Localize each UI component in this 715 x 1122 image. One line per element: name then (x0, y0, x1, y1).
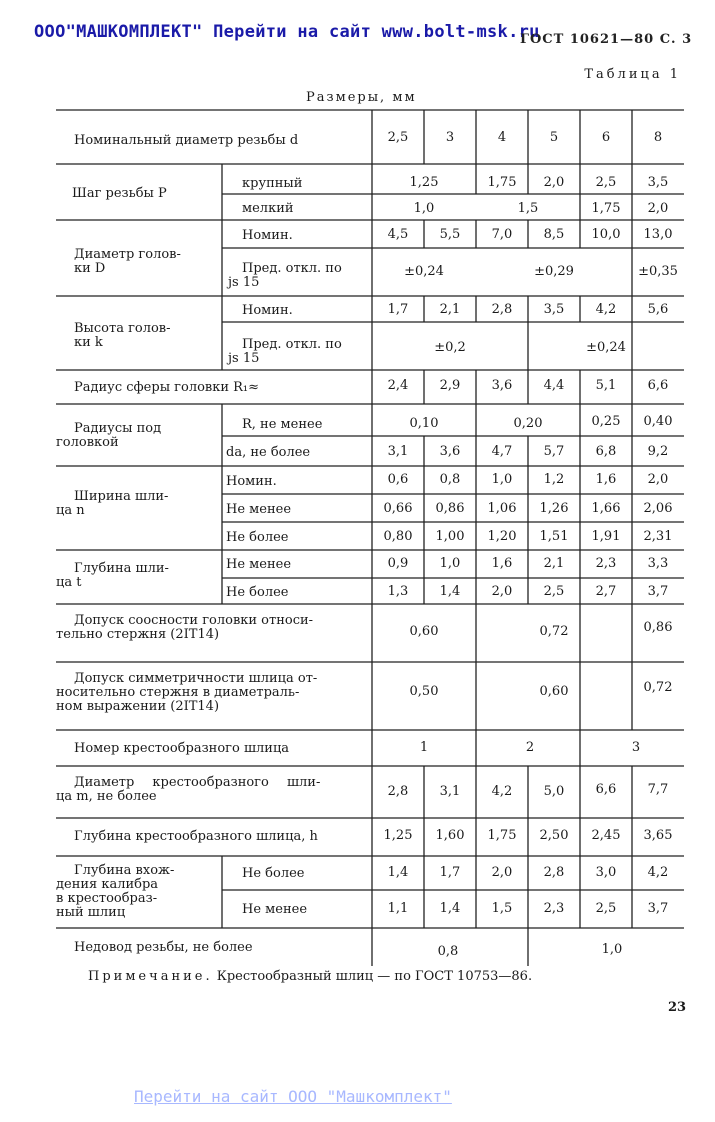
slot-width-min-value: 0,66 (383, 501, 413, 516)
slot-width-nom-value: 0,8 (439, 472, 461, 487)
under-head-label-line: головкой (56, 435, 119, 450)
slot-depth-max-value: 3,7 (647, 584, 669, 599)
slot-width-max-label: Не более (226, 530, 289, 545)
gauge-min-value: 2,3 (543, 901, 565, 916)
tol-label-line: Пред. откл. по (242, 337, 342, 352)
nominal-value: 3 (445, 130, 455, 145)
sphere-radius-value: 6,6 (647, 378, 669, 393)
da-value: 9,2 (647, 444, 669, 459)
slot-width-nom-label: Номин. (226, 474, 277, 489)
symmetry-label (56, 672, 317, 714)
gauge-label-line: дения калибра (56, 877, 159, 892)
head-height-nom-value: 3,5 (543, 302, 565, 317)
symmetry-value: 0,50 (409, 684, 439, 699)
pitch-coarse-value: 2,0 (543, 175, 565, 190)
r-value: 0,20 (513, 416, 543, 431)
slot-depth-min-value: 2,1 (543, 556, 565, 571)
cross-depth-label: Глубина крестообразного шлица, h (74, 829, 318, 844)
slot-width-nom-value: 1,0 (491, 472, 513, 487)
gauge-max-value: 2,0 (491, 865, 513, 880)
slot-depth-label-line: Глубина шли- (74, 561, 169, 576)
slot-depth-min-value: 1,0 (439, 556, 461, 571)
gauge-label (56, 864, 174, 920)
head-diameter-nom-value: 13,0 (643, 227, 673, 242)
slot-width-min-value: 1,66 (591, 501, 621, 516)
note-text: Крестообразный шлиц — по ГОСТ 10753—86. (212, 969, 533, 984)
cross-diam-value: 5,0 (543, 784, 565, 799)
coaxiality-label-line: Допуск соосности головки относи- (74, 613, 314, 628)
cross-diam-label-line: Диаметр крестообразного шли- (74, 775, 321, 790)
gauge-label-line: ный шлиц (56, 905, 126, 920)
gauge-max-value: 3,0 (595, 865, 617, 880)
gauge-min-label: Не менее (242, 902, 308, 917)
head-height-nom-label: Номин. (242, 303, 293, 318)
pitch-coarse-value: 3,5 (647, 175, 669, 190)
head-diameter-tol-value: ±0,24 (404, 264, 444, 279)
slot-width-min-value: 1,06 (487, 501, 517, 516)
site-banner[interactable]: ООО"МАШКОМПЛЕКТ" Перейти на сайт www.bolt-msk.ru (34, 22, 540, 42)
note-prefix: Примечание. (88, 969, 213, 984)
da-value: 6,8 (595, 444, 617, 459)
sphere-radius-value: 5,1 (595, 378, 617, 393)
nominal-value: 2,5 (387, 130, 409, 145)
pitch-fine-value: 1,75 (591, 201, 621, 216)
page-number: 23 (668, 1000, 687, 1015)
cross-diam-value: 4,2 (491, 784, 513, 799)
symmetry-label-line: ном выражении (2IT14) (56, 699, 220, 714)
tol-label-line: Пред. откл. по (242, 261, 342, 276)
head-diameter-label (74, 248, 181, 276)
da-value: 4,7 (491, 444, 513, 459)
pitch-fine-value: 1,0 (413, 201, 435, 216)
head-height-nom-value: 2,1 (439, 302, 461, 317)
cross-depth-value: 3,65 (643, 828, 673, 843)
slot-width-min-value: 0,86 (435, 501, 465, 516)
slot-width-max-value: 2,31 (643, 529, 673, 544)
slot-depth-max-value: 1,3 (387, 584, 409, 599)
pitch-fine-label: мелкий (242, 201, 294, 216)
sphere-radius-label: Радиус сферы головки R₁≈ (74, 380, 260, 395)
tol-label-line: js 15 (228, 351, 260, 366)
symmetry-value: 0,72 (643, 680, 673, 695)
head-height-label-line: ки k (74, 335, 103, 350)
slot-width-min-value: 2,06 (643, 501, 673, 516)
slot-depth-min-value: 3,3 (647, 556, 669, 571)
coaxiality-value: 0,60 (409, 624, 439, 639)
gost-header: ГОСТ 10621—80 С. 3 (520, 32, 693, 47)
undercut-value: 1,0 (601, 942, 623, 957)
pitch-coarse-label: крупный (242, 176, 303, 191)
symmetry-label-line: носительно стержня в диаметраль- (56, 685, 300, 700)
head-height-nom-value: 1,7 (387, 302, 409, 317)
slot-width-min-value: 1,26 (539, 501, 569, 516)
slot-depth-min-value: 1,6 (491, 556, 513, 571)
gauge-max-value: 1,7 (439, 865, 461, 880)
cross-diam-value: 3,1 (439, 784, 461, 799)
gauge-max-value: 4,2 (647, 865, 669, 880)
coaxiality-value: 0,72 (539, 624, 569, 639)
slot-depth-max-value: 2,0 (491, 584, 513, 599)
slot-width-nom-value: 1,2 (543, 472, 565, 487)
cross-diam-label (56, 776, 320, 804)
head-diameter-nom-value: 10,0 (591, 227, 621, 242)
gauge-min-value: 3,7 (647, 901, 669, 916)
slot-width-min-label: Не менее (226, 502, 292, 517)
slot-width-max-value: 1,91 (591, 529, 621, 544)
pitch-coarse-value: 1,25 (409, 175, 439, 190)
gauge-min-value: 2,5 (595, 901, 617, 916)
head-diameter-nom-value: 4,5 (387, 227, 409, 242)
r-value: 0,40 (643, 414, 673, 429)
head-diameter-nom-value: 5,5 (439, 227, 461, 242)
symmetry-value: 0,60 (539, 684, 569, 699)
nominal-value: 8 (653, 130, 663, 145)
gauge-label-line: Глубина вхож- (74, 863, 175, 878)
sphere-radius-value: 3,6 (491, 378, 513, 393)
cross-depth-value: 1,25 (383, 828, 413, 843)
pitch-coarse-value: 1,75 (487, 175, 517, 190)
gauge-max-value: 1,4 (387, 865, 409, 880)
slot-depth-label-line: ца t (56, 575, 82, 590)
gauge-label-line: в крестообраз- (56, 891, 158, 906)
slot-width-nom-value: 2,0 (647, 472, 669, 487)
cross-no-value: 2 (525, 740, 535, 755)
slot-width-label-line: Ширина шли- (74, 489, 169, 504)
da-value: 5,7 (543, 444, 565, 459)
table-number: Таблица 1 (584, 67, 681, 82)
nominal-value: 5 (549, 130, 559, 145)
coaxiality-label-line: тельно стержня (2IT14) (56, 627, 220, 642)
gauge-min-value: 1,4 (439, 901, 461, 916)
da-value: 3,1 (387, 444, 409, 459)
slot-depth-max-value: 2,7 (595, 584, 617, 599)
slot-depth-min-label: Не менее (226, 557, 292, 572)
slot-depth-max-value: 2,5 (543, 584, 565, 599)
da-label: da, не более (226, 445, 311, 460)
cross-no-value: 3 (631, 740, 641, 755)
slot-width-nom-value: 0,6 (387, 472, 409, 487)
cross-depth-value: 2,50 (539, 828, 569, 843)
nominal-value: 6 (601, 130, 611, 145)
nominal-value: 4 (497, 130, 507, 145)
gauge-max-label: Не более (242, 866, 305, 881)
cross-depth-value: 2,45 (591, 828, 621, 843)
slot-width-max-value: 0,80 (383, 529, 413, 544)
under-head-label-line: Радиусы под (74, 421, 162, 436)
under-head-label (56, 422, 161, 450)
coaxiality-value: 0,86 (643, 620, 673, 635)
head-height-label-line: Высота голов- (74, 321, 171, 336)
sphere-radius-value: 4,4 (543, 378, 565, 393)
head-diameter-nom-value: 8,5 (543, 227, 565, 242)
footer-site-link[interactable]: Перейти на сайт ООО "Машкомплект" (134, 1087, 452, 1106)
head-height-nom-value: 5,6 (647, 302, 669, 317)
symmetry-label-line: Допуск симметричности шлица от- (74, 671, 318, 686)
slot-depth-min-value: 2,3 (595, 556, 617, 571)
head-diameter-label-line: Диаметр голов- (74, 247, 181, 262)
pitch-fine-value: 1,5 (517, 201, 539, 216)
head-diameter-tol-value: ±0,35 (638, 264, 678, 279)
slot-depth-max-value: 1,4 (439, 584, 461, 599)
head-height-tol-value: ±0,2 (434, 340, 466, 355)
head-height-label (74, 322, 171, 350)
slot-width-max-value: 1,00 (435, 529, 465, 544)
head-height-nom-value: 4,2 (595, 302, 617, 317)
gauge-max-value: 2,8 (543, 865, 565, 880)
gauge-min-value: 1,5 (491, 901, 513, 916)
slot-width-label-line: ца n (56, 503, 85, 518)
cross-depth-value: 1,75 (487, 828, 517, 843)
r-label: R, не менее (242, 417, 323, 432)
cross-diam-value: 7,7 (647, 782, 669, 797)
slot-width-max-value: 1,51 (539, 529, 569, 544)
cross-diam-label-line: ца m, не более (56, 789, 157, 804)
slot-depth-min-value: 0,9 (387, 556, 409, 571)
cross-depth-value: 1,60 (435, 828, 465, 843)
slot-depth-label (56, 562, 169, 590)
slot-width-nom-value: 1,6 (595, 472, 617, 487)
head-diameter-tol-value: ±0,29 (534, 264, 574, 279)
slot-depth-max-label: Не более (226, 585, 289, 600)
head-diameter-nom-value: 7,0 (491, 227, 513, 242)
pitch-coarse-value: 2,5 (595, 175, 617, 190)
cross-diam-value: 6,6 (595, 782, 617, 797)
units-caption: Размеры, мм (306, 90, 417, 105)
gauge-min-value: 1,1 (387, 901, 409, 916)
head-diameter-label-line: ки D (74, 261, 106, 276)
head-diameter-tol-label (228, 262, 342, 290)
sphere-radius-value: 2,4 (387, 378, 409, 393)
nominal-label: Номинальный диаметр резьбы d (74, 133, 299, 148)
sphere-radius-value: 2,9 (439, 378, 461, 393)
slot-width-max-value: 1,20 (487, 529, 517, 544)
undercut-label: Недовод резьбы, не более (74, 940, 253, 955)
r-value: 0,25 (591, 414, 621, 429)
pitch-fine-value: 2,0 (647, 201, 669, 216)
coaxiality-label (56, 614, 313, 642)
tol-label-line: js 15 (228, 275, 260, 290)
cross-diam-value: 2,8 (387, 784, 409, 799)
da-value: 3,6 (439, 444, 461, 459)
head-height-tol-label (228, 338, 342, 366)
head-height-nom-value: 2,8 (491, 302, 513, 317)
r-value: 0,10 (409, 416, 439, 431)
slot-width-label (56, 490, 168, 518)
pitch-label: Шаг резьбы P (72, 186, 167, 201)
cross-no-value: 1 (419, 740, 429, 755)
table-note (88, 969, 532, 984)
cross-no-label: Номер крестообразного шлица (74, 741, 290, 756)
head-height-tol-value: ±0,24 (586, 340, 626, 355)
undercut-value: 0,8 (437, 944, 459, 959)
head-diameter-nom-label: Номин. (242, 228, 293, 243)
